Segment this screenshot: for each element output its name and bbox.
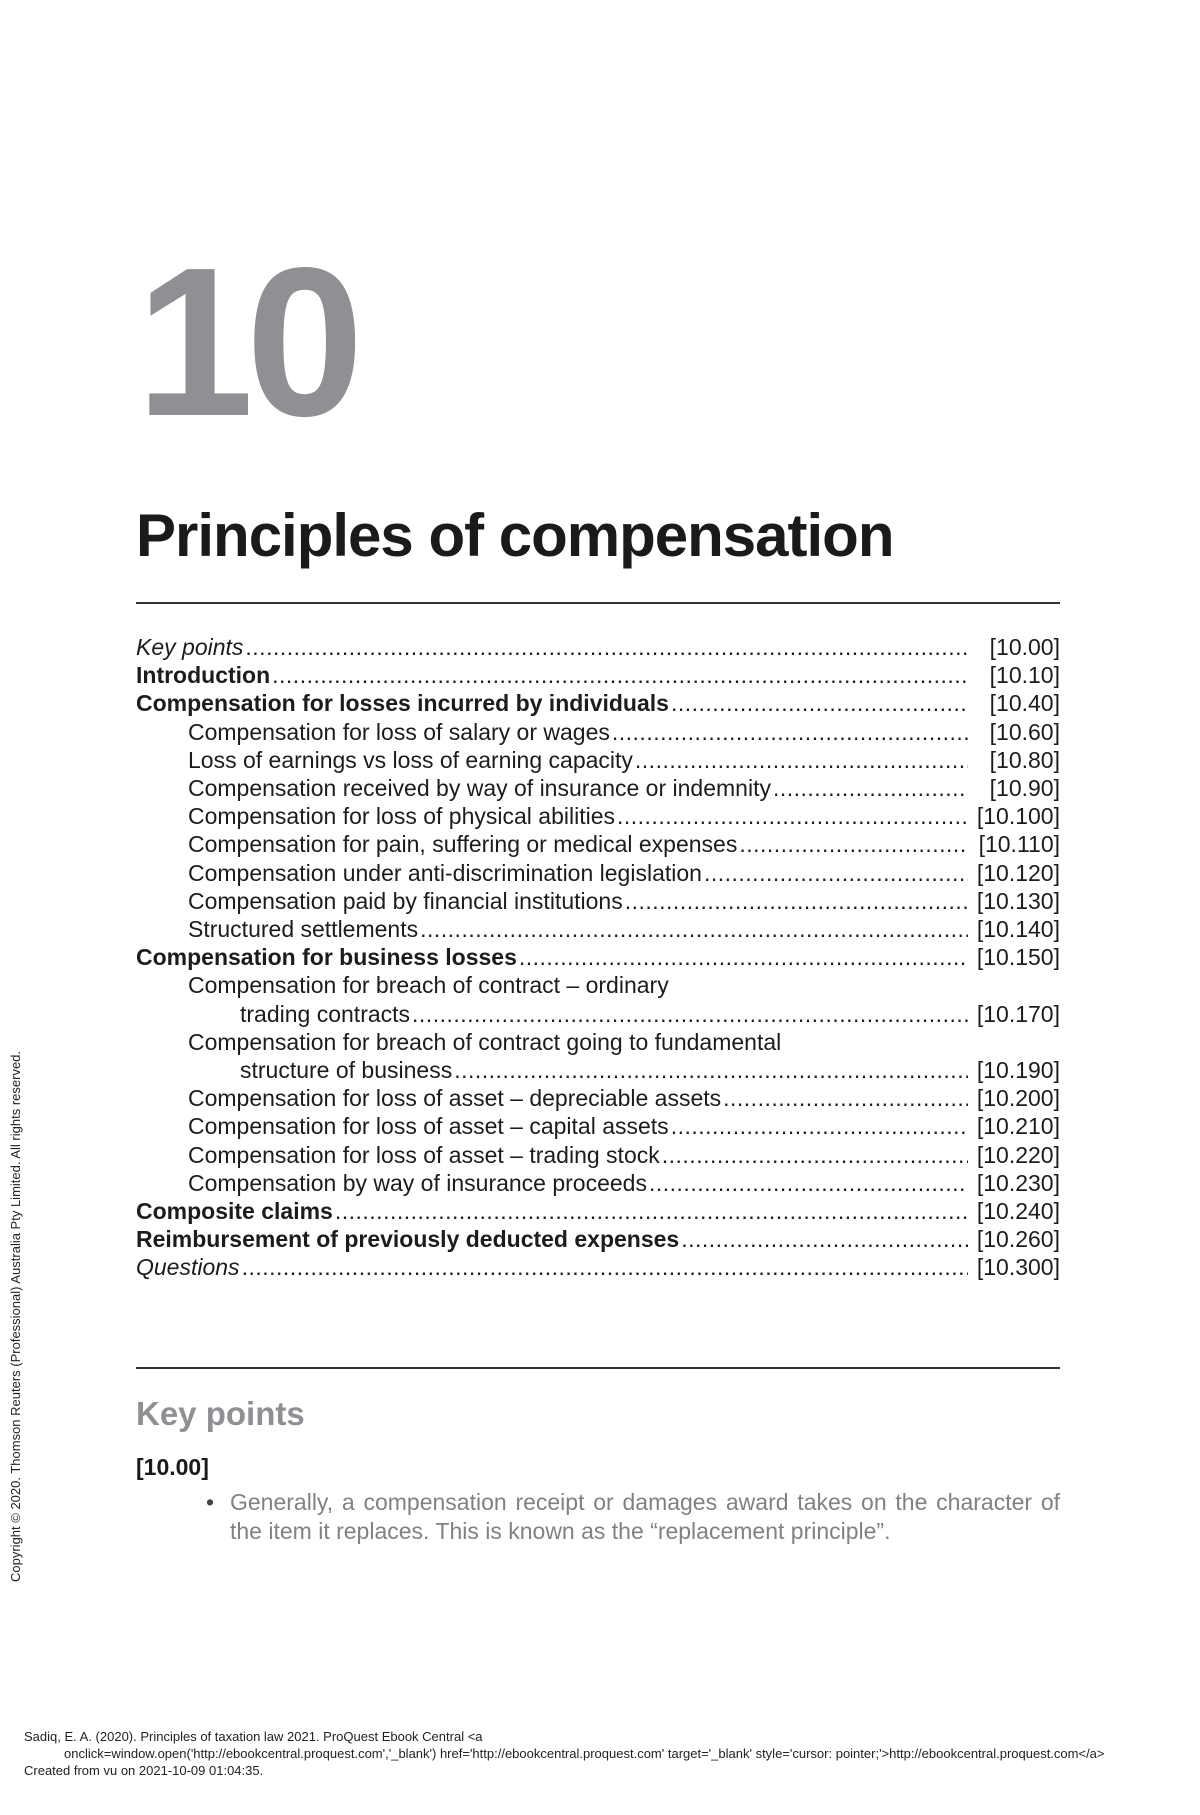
toc-entry-text: Compensation by way of insurance proceeds [188,1169,647,1196]
toc-leader-dots [519,943,968,971]
toc-entry-ref: [10.90] [989,775,1060,802]
toc-entry-text: Compensation for breach of contract going to fundamental [188,1028,782,1055]
toc-entry-text: Compensation for loss of physical abilities [188,803,615,830]
toc-entry-ref: [10.260] [976,1226,1060,1253]
toc-entry-ref: [10.150] [976,944,1060,971]
toc-entry [136,774,1060,802]
toc-leader-dots [681,1225,968,1253]
toc-entry-ref: [10.300] [976,1254,1060,1281]
toc-entry-text: Compensation for loss of asset – capital assets [188,1113,669,1140]
side-copyright-notice: Copyright © 2020. Thomson Reuters (Professional) Australia Pty Limited. All rights reserved. [8,1050,23,1582]
toc-entry-ref: [10.140] [976,916,1060,943]
toc-entry [136,746,1060,774]
toc-entry-ref: [10.220] [976,1141,1060,1168]
toc-entry-continuation [136,1056,1060,1084]
toc-entry [136,943,1060,971]
toc-entry-text: Introduction [136,662,271,689]
toc-leader-dots [635,746,968,774]
toc-leader-dots [671,1112,968,1140]
toc-entry [136,1253,1060,1281]
bullet-item [206,1488,1060,1545]
toc-entry-ref: [10.10] [989,662,1060,689]
toc-entry [136,661,1060,689]
toc-entry-ref: [10.230] [976,1169,1060,1196]
toc-entry-ref: [10.130] [976,887,1060,914]
section-divider [136,1367,1060,1369]
bullet-icon: • [206,1489,215,1515]
toc-leader-dots [773,774,968,802]
toc-entry [136,1112,1060,1140]
toc-entry-text: Compensation for loss of salary or wages [188,718,610,745]
toc-entry-text: Structured settlements [188,916,419,943]
toc-entry-text-continued: structure of business [240,1057,453,1084]
toc-entry [136,1225,1060,1253]
toc-leader-dots [272,661,968,689]
bullet-text: Generally, a compensation receipt or damages award takes on the character of the item it replaces. This is known as the “replacement principle”. [230,1489,1060,1544]
toc-entry [136,859,1060,887]
toc-entry-text: Compensation paid by financial institutions [188,887,623,914]
toc-entry-ref: [10.60] [989,718,1060,745]
toc-entry-continuation [136,1000,1060,1028]
footer-line-2: onclick=window.open('http://ebookcentral.proquest.com','_blank') href='http://ebookcentral.proquest.com' target='_blank' style='cursor: pointer;'>http://ebookcentral.proquest.com</a> [64,1746,1105,1761]
toc-leader-dots [617,802,968,830]
toc-leader-dots [242,1253,968,1281]
chapter-title: Principles of compensation [136,502,894,569]
toc-entry [136,887,1060,915]
toc-entry-text: Compensation received by way of insurance or indemnity [188,775,771,802]
footer-line-1: Sadiq, E. A. (2020). Principles of taxation law 2021. ProQuest Ebook Central <a [24,1729,483,1744]
toc-entry-text: Loss of earnings vs loss of earning capacity [188,746,633,773]
toc-entry-text: Reimbursement of previously deducted expenses [136,1226,680,1253]
toc-entry-ref: [10.40] [989,690,1060,717]
toc-entry-text: Compensation for loss of asset – depreciable assets [188,1085,722,1112]
toc-entry-text: Compensation for pain, suffering or medical expenses [188,831,738,858]
toc-entry-text: Compensation for loss of asset – trading stock [188,1141,660,1168]
toc-entry-ref: [10.210] [976,1113,1060,1140]
toc-entry-wrapped [136,971,1060,1027]
toc-entry-ref: [10.240] [976,1198,1060,1225]
toc-entry-ref: [10.80] [989,746,1060,773]
toc-entry-ref: [10.170] [976,1000,1060,1027]
toc-leader-dots [662,1141,968,1169]
toc-entry-text-continued: trading contracts [240,1000,411,1027]
citation-footer [24,1728,1200,1779]
toc-entry-ref: [10.200] [976,1085,1060,1112]
toc-entry-ref: [10.110] [978,831,1060,858]
toc-leader-dots [420,915,968,943]
toc-entry [136,1084,1060,1112]
toc-entry-ref: [10.190] [976,1057,1060,1084]
toc-leader-dots [649,1169,968,1197]
toc-entry [136,1141,1060,1169]
toc-leader-dots [739,830,968,858]
toc-entry-text: Compensation for business losses [136,944,517,971]
toc-leader-dots [625,887,968,915]
section-heading-key-points: Key points [136,1395,305,1432]
toc-entry-text: Compensation under anti-discrimination legislation [188,859,702,886]
toc-entry-ref: [10.120] [976,859,1060,886]
toc-leader-dots [704,859,968,887]
toc-entry-ref: [10.100] [976,803,1060,830]
toc-entry [136,1197,1060,1225]
toc-entry [136,1169,1060,1197]
toc-entry-text: Composite claims [136,1198,333,1225]
toc-entry-ref: [10.00] [989,634,1060,660]
paragraph-reference: [10.00] [136,1454,209,1480]
toc-entry-wrapped [136,1028,1060,1084]
toc-entry-text: Questions [136,1254,240,1281]
toc-leader-dots [245,633,968,661]
toc-leader-dots [412,1000,968,1028]
toc-entry [136,718,1060,746]
toc-entry [136,689,1060,717]
toc-entry [136,633,1060,661]
toc-entry [136,915,1060,943]
toc-leader-dots [612,718,968,746]
footer-line-3: Created from vu on 2021-10-09 01:04:35. [24,1763,264,1778]
toc-leader-dots [335,1197,968,1225]
toc-entry-text: Compensation for losses incurred by individuals [136,690,669,717]
toc-leader-dots [723,1084,968,1112]
toc-entry-text: Key points [136,634,244,660]
toc-entry-text: Compensation for breach of contract – ordinary [188,972,669,999]
toc-leader-dots [454,1056,968,1084]
top-divider [136,602,1060,604]
toc-entry [136,802,1060,830]
toc-leader-dots [671,689,968,717]
table-of-contents [136,633,1060,1282]
toc-entry [136,830,1060,858]
chapter-number: 10 [136,223,356,460]
